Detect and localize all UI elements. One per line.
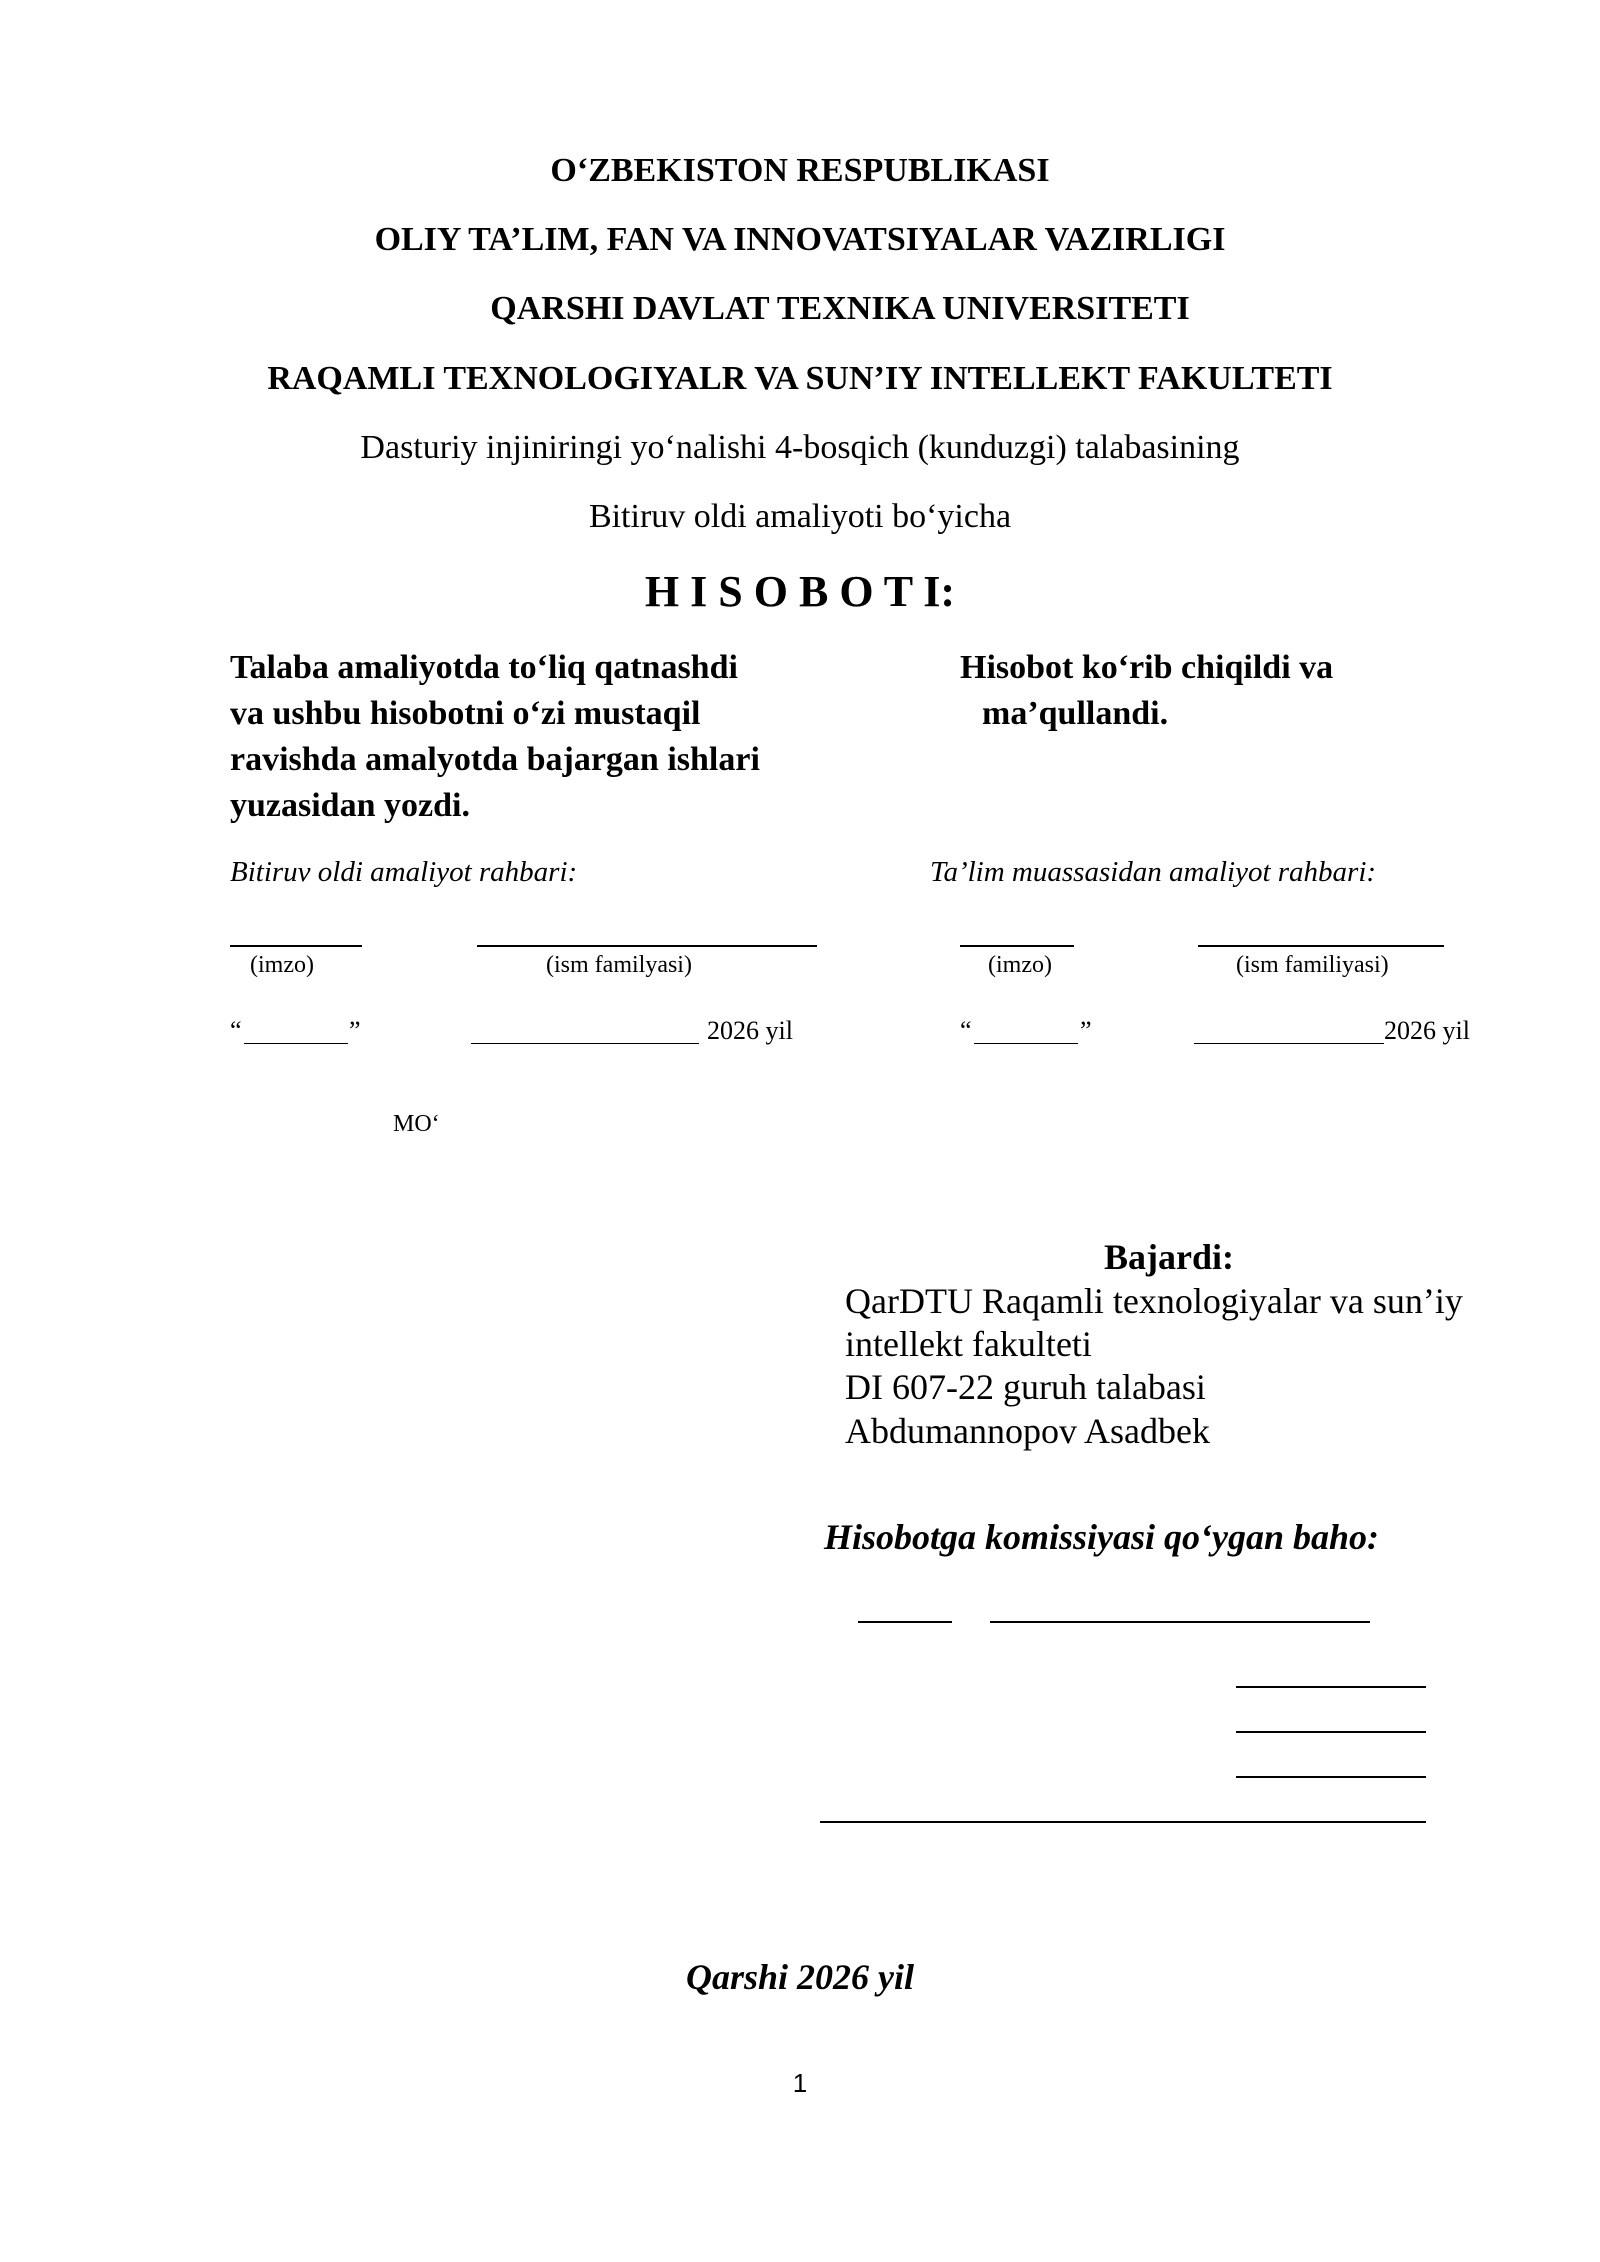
performer-line: DI 607-22 guruh talabasi [845,1367,1206,1407]
right-month-line [1194,1043,1384,1044]
right-supervisor-label: Ta’lim muassasidan amaliyot rahbari: [930,856,1377,888]
right-day-line [974,1043,1078,1044]
page-number: 1 [792,2068,808,2098]
stamp-label: MO‘ [393,1111,440,1137]
grade-line [858,1621,952,1623]
left-year: 2026 yil [707,1016,793,1045]
left-name-caption: (ism familyasi) [546,952,692,978]
right-date-quote-open: “ [960,1016,972,1045]
left-statement-line: Talaba amaliyotda to‘liq qatnashdi [230,649,738,686]
left-signature-line [230,945,362,947]
left-day-line [244,1043,348,1044]
left-signature-caption: (imzo) [250,952,314,978]
commission-signature-line [1236,1686,1426,1688]
document-title: H I S O B O T I: [644,567,956,616]
left-statement-line: ravishda amalyotda bajargan ishlari [230,741,760,778]
city-year: Qarshi 2026 yil [685,1957,915,1997]
grade-words-line [990,1621,1370,1623]
right-statement-line: ma’qullandi. [982,695,1169,732]
performer-line: Abdumannopov Asadbek [845,1411,1210,1451]
commission-signature-line [1236,1731,1426,1733]
performer-heading: Bajardi: [1104,1237,1234,1277]
left-month-line [471,1043,699,1044]
right-name-caption: (ism familiyasi) [1236,952,1389,978]
left-name-line [477,945,817,947]
ministry-heading: OLIY TA’LIM, FAN VA INNOVATSIYALAR VAZIRLIGI [374,221,1226,258]
commission-names-line [820,1821,1426,1823]
performer-line: intellekt fakulteti [845,1324,1092,1364]
left-date-quote-open: “ [230,1016,242,1045]
right-signature-line [960,945,1074,947]
right-date-quote-close: ” [1080,1016,1092,1045]
left-date-quote-close: ” [349,1016,361,1045]
right-statement-line: Hisobot ko‘rib chiqildi va [960,649,1334,686]
left-supervisor-label: Bitiruv oldi amaliyot rahbari: [230,856,578,888]
right-signature-caption: (imzo) [988,952,1052,978]
right-year: 2026 yil [1384,1016,1470,1045]
left-statement-line: va ushbu hisobotni o‘zi mustaqil [230,695,701,732]
university-heading: QARSHI DAVLAT TEXNIKA UNIVERSITETI [490,290,1190,327]
performer-line: QarDTU Raqamli texnologiyalar va sun’iy [845,1281,1463,1321]
faculty-heading: RAQAMLI TEXNOLOGIYALR VA SUN’IY INTELLEKT FAKULTETI [267,360,1333,397]
practice-subtitle: Bitiruv oldi amaliyoti bo‘yicha [588,498,1012,535]
commission-label: Hisobotga komissiyasi qo‘ygan baho: [824,1517,1380,1557]
country-heading: O‘ZBEKISTON RESPUBLIKASI [550,152,1050,189]
program-subtitle: Dasturiy injiniringi yo‘nalishi 4-bosqich (kunduzgi) talabasining [360,429,1240,466]
left-statement-line: yuzasidan yozdi. [230,787,470,824]
commission-signature-line [1236,1776,1426,1778]
right-name-line [1198,945,1444,947]
